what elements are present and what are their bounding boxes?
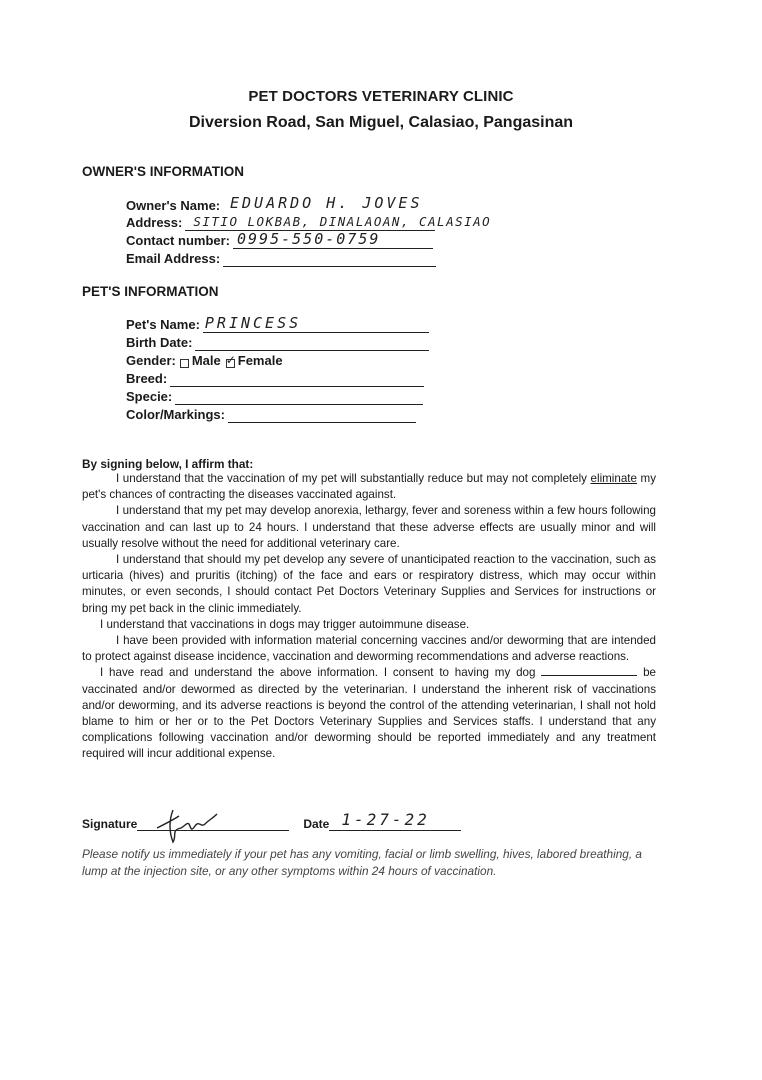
consent-paragraph-5: I have been provided with information material concerning vaccines and/or deworming that are intended to protect against disease incidence, vaccination and deworming recommendations and adverse reactions.	[82, 634, 656, 664]
owner-email-field	[126, 251, 436, 267]
pet-breed-line	[170, 371, 424, 387]
owner-address-field	[126, 214, 492, 231]
owner-name-label: Owner's Name:	[126, 198, 221, 213]
check-mark-icon: ✓	[225, 353, 236, 367]
pet-specie-line	[175, 389, 423, 405]
date-line[interactable]	[329, 810, 461, 831]
owner-contact-field	[126, 230, 433, 249]
pet-gender-field	[126, 353, 283, 369]
pet-name-value: PRINCESS	[204, 314, 302, 332]
female-label: Female	[237, 353, 283, 368]
owner-name-field	[126, 194, 423, 214]
consent-paragraph-2: I understand that my pet may develop anorexia, lethargy, fever and soreness within a few hours following vaccination and can last up to 24 hours. I understand that these adverse effects are usually minor and will usually resolve without the need for additional veterinary care.	[82, 504, 656, 550]
owner-address-label: Address:	[126, 215, 183, 230]
female-checkbox[interactable]	[225, 353, 236, 368]
pet-breed-label: Breed:	[126, 371, 168, 386]
pet-birthdate-line	[195, 335, 429, 351]
affirm-title: By signing below, I affirm that:	[82, 457, 254, 471]
consent-body	[82, 471, 656, 763]
clinic-name: PET DOCTORS VETERINARY CLINIC	[248, 88, 514, 105]
dog-name-blank[interactable]	[541, 665, 637, 676]
owner-contact-value: 0995-550-0759	[237, 230, 381, 248]
owner-address-line	[185, 214, 492, 231]
pet-color-label: Color/Markings:	[126, 407, 225, 422]
pet-color-field	[126, 407, 416, 423]
pet-breed-field	[126, 371, 424, 387]
owner-contact-line	[233, 230, 433, 249]
pet-name-label: Pet's Name:	[126, 317, 200, 332]
male-label: Male	[191, 353, 221, 368]
pet-name-line	[203, 314, 429, 333]
owner-name-value: EDUARDO H. JOVES	[230, 194, 423, 212]
clinic-address: Diversion Road, San Miguel, Calasiao, Pangasinan	[188, 114, 574, 131]
owner-contact-label: Contact number:	[126, 233, 230, 248]
consent-paragraph-3: I understand that should my pet develop any severe of unanticipated reaction to the vaccination, such as urticaria (hives) and pruritis (itching) of the face and ears or respiratory distress, which may occur within minutes, or even seconds, I should contact Pet Doctors Veterinary Supplies and Services for instructions or bring my pet back in the clinic immediately.	[82, 553, 656, 615]
owner-address-value: SITIO LOKBAB, DINALAOAN, CALASIAO	[193, 214, 492, 229]
underlined-eliminate: eliminate	[590, 472, 637, 485]
pet-specie-field	[126, 389, 423, 405]
pet-name-field	[126, 314, 429, 333]
pet-birthdate-field	[126, 335, 429, 351]
consent-paragraph-4: I understand that vaccinations in dogs may trigger autoimmune disease.	[100, 617, 470, 631]
date-label: Date	[303, 817, 330, 831]
signature-row	[82, 810, 461, 831]
owner-section-heading: OWNER'S INFORMATION	[82, 164, 244, 179]
owner-email-label: Email Address:	[126, 251, 221, 266]
owner-email-line	[223, 251, 436, 267]
pet-specie-label: Specie:	[126, 389, 173, 404]
pet-gender-label: Gender:	[126, 353, 176, 368]
pet-birthdate-label: Birth Date:	[126, 335, 193, 350]
date-value: 1-27-22	[341, 810, 430, 829]
pet-section-heading: PET'S INFORMATION	[82, 284, 219, 299]
male-checkbox[interactable]	[180, 359, 189, 368]
signature-label: Signature	[82, 817, 138, 831]
post-vaccination-notice: Please notify us immediately if your pet has any vomiting, facial or limb swelling, hives, labored breathing, a lump at the injection site, or any other symptoms within 24 hours of vaccination.	[82, 847, 642, 878]
signature-line[interactable]	[137, 814, 289, 831]
consent-paragraph-1: I understand that the vaccination of my pet will substantially reduce but may not completely eliminate my pet's chances of contracting the diseases vaccinated against.	[82, 472, 656, 502]
signature-scribble	[151, 806, 231, 848]
pet-color-line	[228, 407, 416, 423]
consent-paragraph-6: I have read and understand the above information. I consent to having my dog be vaccinated and/or dewormed as directed by the veterinarian. I understand the inherent risk of vaccinations and/or deworming, and its adverse reactions is beyond the control of the attending veterinarian, I shall not hold blame to him or her or to the Pet Doctors Veterinary Supplies and Services staffs. I understand that any complications following vaccination and/or deworming should be reported immediately and any treatment required will incur additional expense.	[82, 666, 656, 761]
